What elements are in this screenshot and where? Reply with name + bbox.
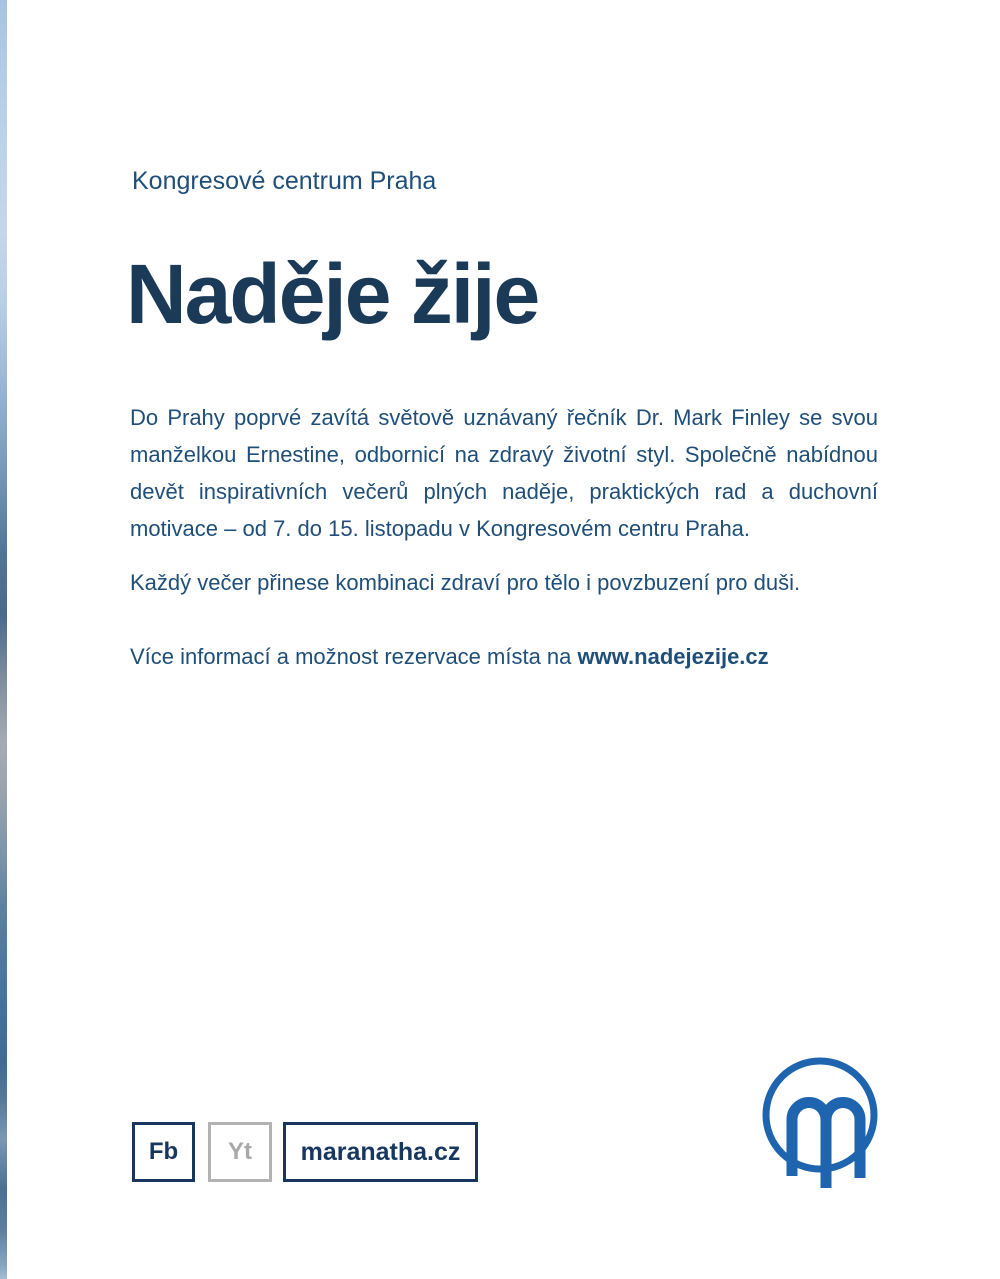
maranatha-website-button[interactable]: maranatha.cz [283, 1122, 478, 1182]
evening-paragraph: Každý večer přinese kombinaci zdraví pro tělo i povzbuzení pro duši. [130, 570, 801, 595]
logo-m-letter [792, 1103, 860, 1189]
facebook-button[interactable]: Fb [132, 1122, 195, 1182]
intro-paragraph: Do Prahy poprvé zavítá světově uznávaný řečník Dr. Mark Finley se svou manželkou Ernestine, odbornicí na zdravý životní styl. Společně nabídnou devět inspirativních večerů plných naděje, praktických rad a duchovní motivace – od 7. do 15. listopadu v Kongresovém centru Praha. [130, 405, 878, 541]
page-title: Naděje žije [126, 247, 539, 341]
venue-label: Kongresové centrum Praha [132, 167, 437, 195]
website-link[interactable]: www.nadejezije.cz [577, 644, 769, 669]
info-paragraph [130, 638, 878, 675]
youtube-button[interactable]: Yt [208, 1122, 272, 1182]
edge-photo-strip [0, 0, 7, 1279]
info-text: Více informací a možnost rezervace místa na [130, 644, 578, 669]
maranatha-m-logo [760, 1056, 882, 1190]
